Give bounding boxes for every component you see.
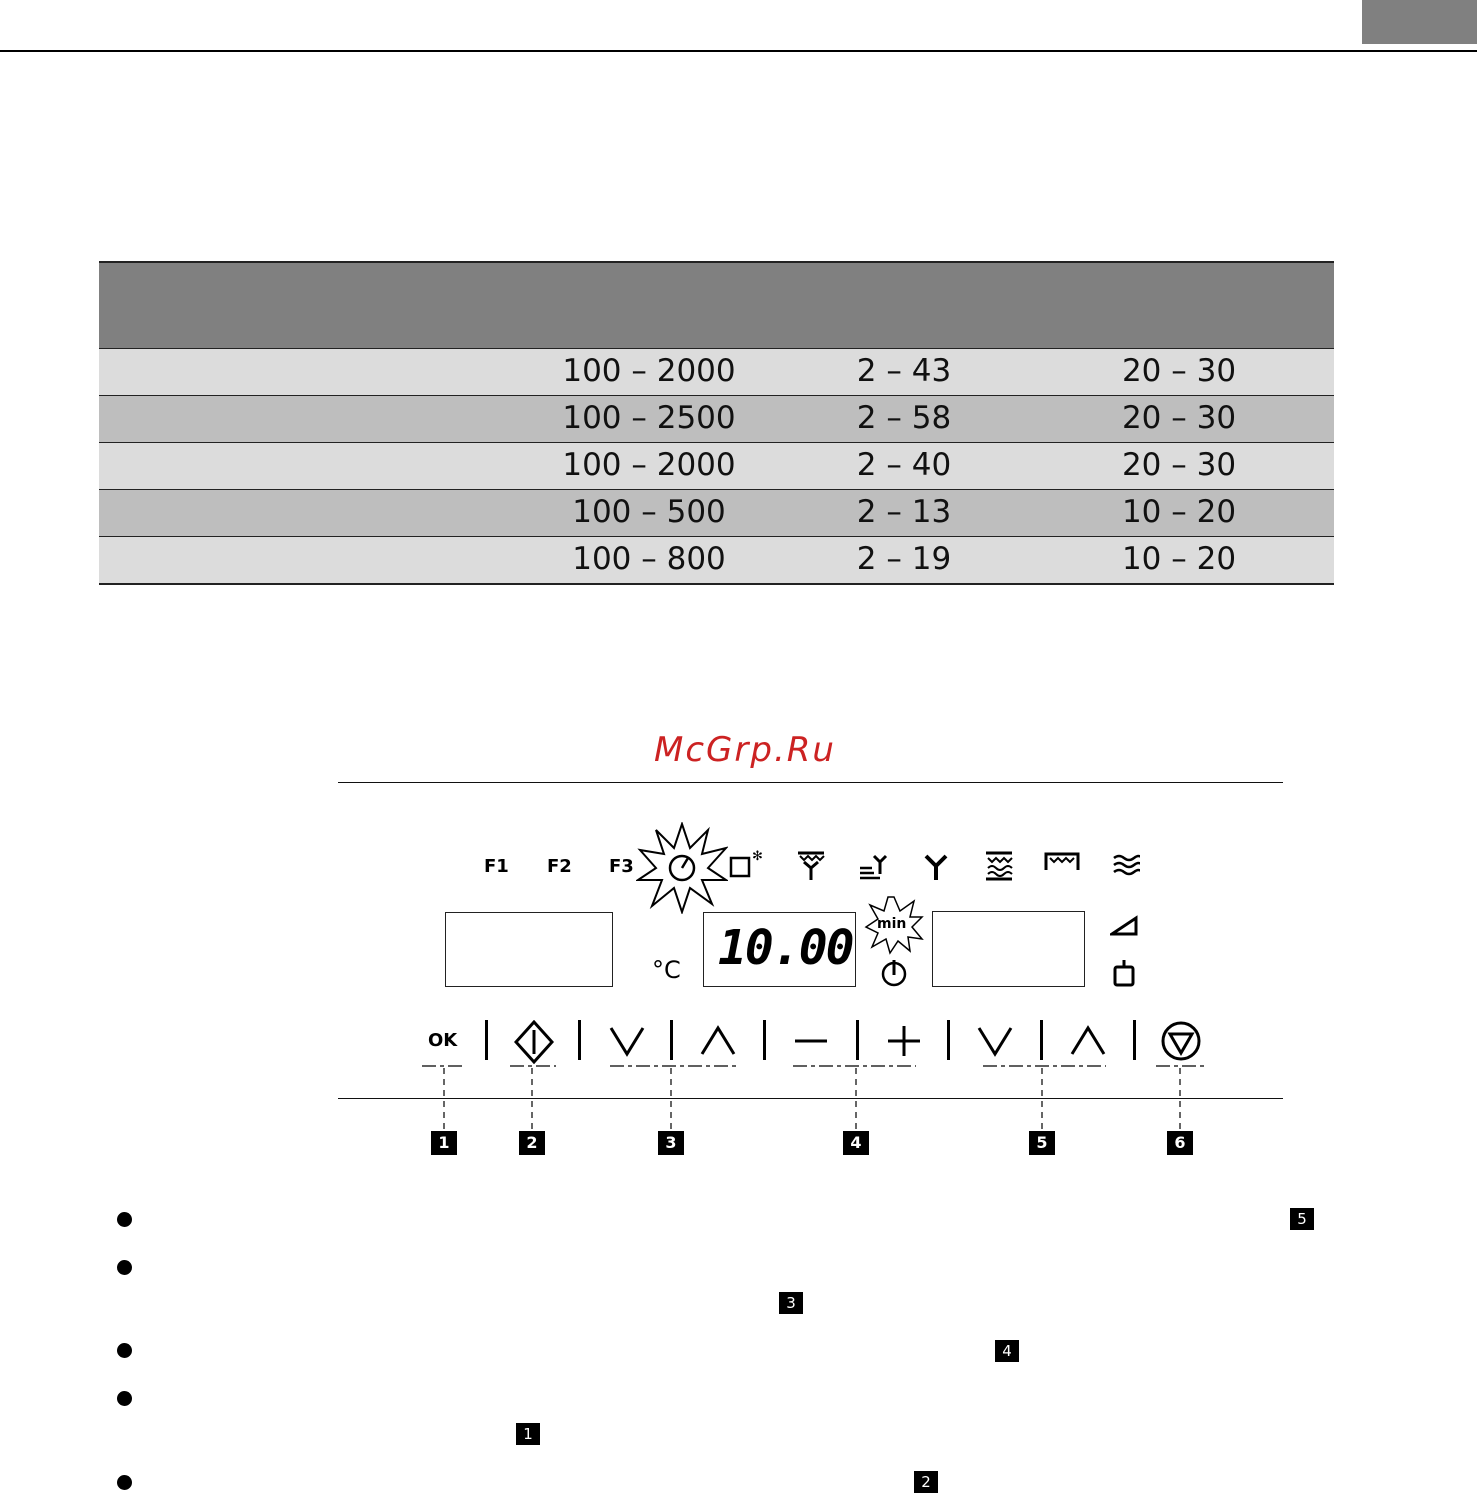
button-divider bbox=[1040, 1020, 1043, 1060]
celsius-unit: °C bbox=[652, 956, 681, 984]
frozen-food-icon bbox=[728, 846, 768, 880]
fan-grill-icon bbox=[796, 850, 826, 882]
callout-badge: 2 bbox=[519, 1131, 545, 1155]
defrost-flash-icon bbox=[636, 822, 728, 914]
table-cell-time: 2 – 19 bbox=[856, 541, 952, 577]
weight-display bbox=[932, 911, 1085, 987]
pizza-function-icon bbox=[858, 850, 890, 882]
panel-top-rule bbox=[338, 782, 1283, 783]
table-cell-rest: 10 – 20 bbox=[1121, 494, 1237, 530]
bullet-dot bbox=[117, 1260, 132, 1275]
bullet-dot bbox=[117, 1475, 132, 1490]
inline-ref-badge: 2 bbox=[914, 1471, 938, 1493]
weight-down-icon[interactable] bbox=[975, 1024, 1015, 1058]
button-divider bbox=[485, 1020, 488, 1060]
plus-button-icon[interactable] bbox=[886, 1024, 922, 1058]
minute-minder-label: min bbox=[877, 916, 907, 932]
grill-icon bbox=[1044, 850, 1080, 874]
table-cell-time: 2 – 40 bbox=[856, 447, 952, 483]
callout-badge: 6 bbox=[1167, 1131, 1193, 1155]
button-divider bbox=[763, 1020, 766, 1060]
kitchen-timer-icon bbox=[1112, 958, 1136, 988]
table-row bbox=[99, 395, 1334, 442]
prog-label-f2: F2 bbox=[547, 856, 572, 877]
button-divider bbox=[947, 1020, 950, 1060]
table-cell-time: 2 – 58 bbox=[856, 400, 952, 436]
bullet-dot bbox=[117, 1343, 132, 1358]
prog-label-f3: F3 bbox=[609, 856, 634, 877]
inline-ref-badge: 3 bbox=[779, 1292, 803, 1314]
table-cell-rest: 20 – 30 bbox=[1121, 447, 1237, 483]
prog-label-f1: F1 bbox=[484, 856, 509, 877]
bullet-dot bbox=[117, 1391, 132, 1406]
ok-button[interactable]: OK bbox=[428, 1030, 458, 1051]
inline-ref-badge: 5 bbox=[1290, 1208, 1314, 1230]
top-bottom-heat-icon bbox=[984, 850, 1014, 882]
button-divider bbox=[1133, 1020, 1136, 1060]
start-button-icon[interactable] bbox=[514, 1020, 554, 1064]
button-divider bbox=[578, 1020, 581, 1060]
stop-button-icon[interactable] bbox=[1160, 1020, 1202, 1062]
programme-up-icon[interactable] bbox=[698, 1024, 738, 1058]
weight-time-table bbox=[99, 261, 1334, 585]
page-corner-tab bbox=[1362, 0, 1477, 44]
svg-text:✻: ✻ bbox=[752, 849, 763, 864]
watermark: McGrp.Ru bbox=[654, 730, 836, 770]
header-rule bbox=[0, 50, 1477, 52]
table-cell-rest: 10 – 20 bbox=[1121, 541, 1237, 577]
callout-badge: 3 bbox=[658, 1131, 684, 1155]
table-row bbox=[99, 442, 1334, 489]
clock-icon bbox=[880, 960, 908, 988]
fan-icon bbox=[922, 850, 950, 882]
minus-button-icon[interactable] bbox=[793, 1024, 829, 1058]
weight-wedge-icon bbox=[1110, 914, 1140, 936]
table-row bbox=[99, 536, 1334, 585]
panel-bottom-rule bbox=[338, 1098, 1283, 1099]
table-cell-weight: 100 – 2500 bbox=[562, 400, 736, 436]
bullet-dot bbox=[117, 1212, 132, 1227]
table-cell-rest: 20 – 30 bbox=[1121, 353, 1237, 389]
table-cell-rest: 20 – 30 bbox=[1121, 400, 1237, 436]
table-cell-time: 2 – 43 bbox=[856, 353, 952, 389]
table-cell-weight: 100 – 2000 bbox=[562, 447, 736, 483]
table-cell-time: 2 – 13 bbox=[856, 494, 952, 530]
inline-ref-badge: 1 bbox=[516, 1423, 540, 1445]
table-row bbox=[99, 348, 1334, 395]
table-row bbox=[99, 489, 1334, 536]
callout-badge: 5 bbox=[1029, 1131, 1055, 1155]
table-cell-weight: 100 – 800 bbox=[572, 541, 726, 577]
programme-down-icon[interactable] bbox=[607, 1024, 647, 1058]
button-divider bbox=[856, 1020, 859, 1060]
callout-badge: 4 bbox=[843, 1131, 869, 1155]
keep-warm-icon bbox=[1112, 852, 1140, 878]
callout-badge: 1 bbox=[431, 1131, 457, 1155]
table-header bbox=[99, 261, 1334, 348]
time-display-value: 10.00 bbox=[718, 920, 853, 976]
table-cell-weight: 100 – 500 bbox=[572, 494, 726, 530]
table-cell-weight: 100 – 2000 bbox=[562, 353, 736, 389]
button-divider bbox=[670, 1020, 673, 1060]
weight-up-icon[interactable] bbox=[1068, 1024, 1108, 1058]
inline-ref-badge: 4 bbox=[995, 1340, 1019, 1362]
temperature-display bbox=[445, 912, 613, 987]
